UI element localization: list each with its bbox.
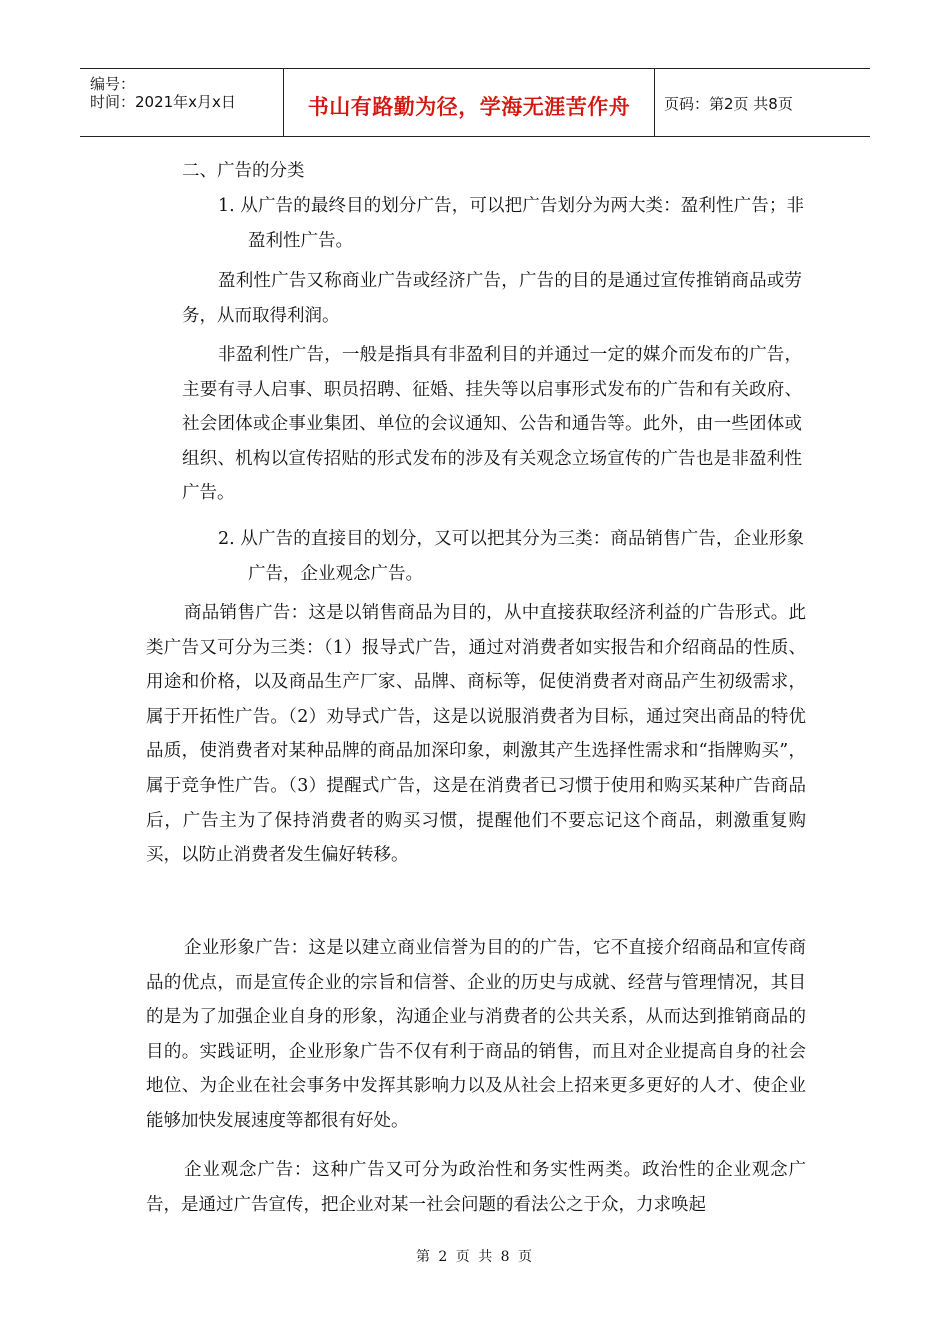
list-item-2-text: 2. 从广告的直接目的划分，又可以把其分为三类：商品销售广告，企业形象广告，企业观念广告。 xyxy=(218,529,804,584)
section-title: 二、广告的分类 xyxy=(182,161,305,181)
paragraph-concept-ads: 企业观念广告：这种广告又可分为政治性和务实性两类。政治性的企业观念广告，是通过广告宣传，把企业对某一社会问题的看法公之于众，力求唤起 xyxy=(146,1160,806,1215)
paragraph-image-ads: 企业形象广告：这是以建立商业信誉为目的的广告，它不直接介绍商品和宣传商品的优点，而是宣传企业的宗旨和信誉、企业的历史与成就、经营与管理情况，其目的是为了加强企业自身的形象，沟通企业与消费者的公共关系，从而达到推销商品的目的。实践证明，企业形象广告不仅有利于商品的销售，而且对企业提高自身的社会地位、为企业在社会事务中发挥其影响力以及从社会上招来更多更好的人才、使企业能够加快发展速度等都很有好处。 xyxy=(146,938,806,1131)
header-meta xyxy=(80,69,283,136)
list-item-2 xyxy=(218,522,804,591)
date-label: 时间：2021年x月x日 xyxy=(90,93,236,111)
page-footer: 第 2 页 共 8 页 xyxy=(415,1249,535,1265)
list-item-1 xyxy=(218,189,804,258)
page-header xyxy=(80,68,870,137)
paragraph-profit: 盈利性广告又称商业广告或经济广告，广告的目的是通过宣传推销商品或劳务，从而取得利润。 xyxy=(182,271,802,326)
paragraph-sales-ads: 商品销售广告：这是以销售商品为目的，从中直接获取经济利益的广告形式。此类广告又可分为三类：（1）报导式广告，通过对消费者如实报告和介绍商品的性质、用途和价格，以及商品生产厂家、品牌、商标等，促使消费者对商品产生初级需求，属于开拓性广告。（2）劝导式广告，这是以说服消费者为目标，通过突出商品的特优品质，使消费者对某种品牌的商品加深印象，刺激其产生选择性需求和“指牌购买”，属于竞争性广告。（3）提醒式广告，这是在消费者已习惯于使用和购买某种广告商品后，广告主为了保持消费者的购买习惯，提醒他们不要忘记这个商品，刺激重复购买，以防止消费者发生偏好转移。 xyxy=(146,603,806,866)
header-page-cell xyxy=(654,69,870,136)
number-label: 编号： xyxy=(90,75,136,93)
motto: 书山有路勤为径，学海无涯苦作舟 xyxy=(307,95,631,119)
list-item-1-text: 1. 从广告的最终目的划分广告，可以把广告划分为两大类：盈利性广告；非盈利性广告。 xyxy=(218,196,804,251)
page-code: 页码：第2页 共8页 xyxy=(664,95,793,113)
paragraph-nonprofit: 非盈利性广告，一般是指具有非盈利目的并通过一定的媒介而发布的广告，主要有寻人启事、职员招聘、征婚、挂失等以启事形式发布的广告和有关政府、社会团体或企事业集团、单位的会议通知、公告和通告等。此外，由一些团体或组织、机构以宣传招贴的形式发布的涉及有关观念立场宣传的广告也是非盈利性广告。 xyxy=(182,345,802,504)
header-motto-cell xyxy=(283,69,655,136)
